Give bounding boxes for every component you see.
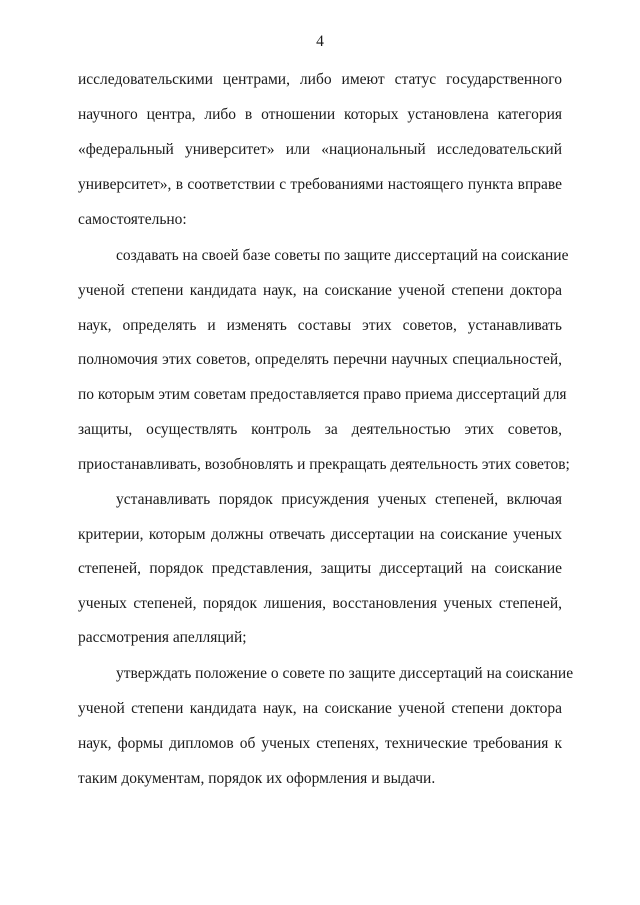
text-line: приостанавливать, возобновлять и прекращать деятельность этих советов; xyxy=(78,456,570,473)
text-line: ученых степеней, порядок лишения, восстановления ученых степеней, xyxy=(78,595,562,612)
text-line: наук, формы дипломов об ученых степенях, технические требования к xyxy=(78,735,562,752)
text-line: рассмотрения апелляций; xyxy=(78,629,247,646)
text-line: утверждать положение о совете по защите диссертаций на соискание xyxy=(116,665,574,682)
text-line: по которым этим советам предоставляется право приема диссертаций для xyxy=(78,386,567,403)
text-line: наук, определять и изменять составы этих советов, устанавливать xyxy=(78,317,562,334)
text-line: полномочия этих советов, определять перечни научных специальностей, xyxy=(78,351,562,368)
text-line: таким документам, порядок их оформления и выдачи. xyxy=(78,770,436,787)
text-line: степеней, порядок представления, защиты диссертаций на соискание xyxy=(78,560,562,577)
text-line: ученой степени кандидата наук, на соискание ученой степени доктора xyxy=(78,282,562,299)
text-line: критерии, которым должны отвечать диссертации на соискание ученых xyxy=(78,526,562,543)
text-line: научного центра, либо в отношении которых установлена категория xyxy=(78,106,562,123)
text-line: устанавливать порядок присуждения ученых степеней, включая xyxy=(116,491,562,508)
text-line: исследовательскими центрами, либо имеют статус государственного xyxy=(78,71,562,88)
page-number: 4 xyxy=(316,33,324,50)
text-line: создавать на своей базе советы по защите диссертаций на соискание xyxy=(116,247,569,264)
text-line: университет», в соответствии с требованиями настоящего пункта вправе xyxy=(78,176,562,193)
text-line: защиты, осуществлять контроль за деятельностью этих советов, xyxy=(78,421,562,438)
text-line: «федеральный университет» или «национальный исследовательский xyxy=(78,141,562,158)
text-line: самостоятельно: xyxy=(78,211,187,228)
text-line: ученой степени кандидата наук, на соискание ученой степени доктора xyxy=(78,700,562,717)
